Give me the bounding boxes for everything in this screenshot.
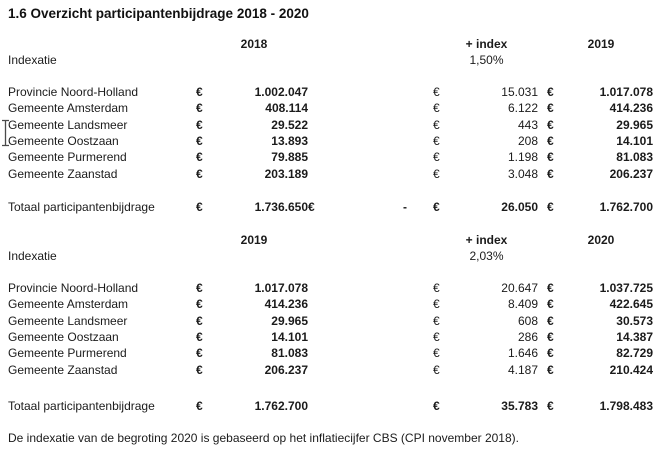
footnote-text: De indexatie van de begroting 2020 is gebaseerd op het inflatiecijfer CBS (CPI november 2018). xyxy=(8,430,519,445)
euro-sign: € xyxy=(547,297,554,312)
amount-base: 13.893 xyxy=(271,133,308,148)
row-label: Gemeente Purmerend xyxy=(8,346,127,361)
col-header-year-from: 2018 xyxy=(240,37,268,51)
amount-result: 14.101 xyxy=(616,133,653,148)
euro-sign: € xyxy=(433,133,440,148)
euro-sign: € xyxy=(196,200,203,215)
col-header-year-to: 2019 xyxy=(587,37,615,51)
row-label: Gemeente Oostzaan xyxy=(8,329,119,344)
col-header-year-to: 2020 xyxy=(587,233,615,248)
table-2018-2019 xyxy=(0,36,654,216)
euro-sign: € xyxy=(433,362,440,377)
amount-index: 20.647 xyxy=(501,280,538,295)
table-row xyxy=(0,84,654,100)
euro-sign: € xyxy=(547,133,554,148)
amount-result: 210.424 xyxy=(609,362,653,377)
total-result: 1.762.700 xyxy=(599,200,653,215)
euro-sign: € xyxy=(433,200,440,215)
amount-index: 15.031 xyxy=(501,84,538,99)
amount-result: 14.387 xyxy=(616,329,653,344)
total-result: 1.798.483 xyxy=(599,399,653,414)
amount-result: 1.037.725 xyxy=(599,280,653,295)
amount-result: 81.083 xyxy=(616,150,653,165)
euro-sign: € xyxy=(433,150,440,165)
col-header-index: + index xyxy=(465,233,508,248)
table-row xyxy=(0,280,654,296)
row-spacer xyxy=(0,265,654,280)
amount-result: 1.017.078 xyxy=(599,84,653,99)
euro-sign: € xyxy=(196,313,203,328)
indexatie-row xyxy=(0,52,654,68)
amount-index: 1.198 xyxy=(507,150,538,165)
row-label: Gemeente Zaanstad xyxy=(8,166,118,181)
euro-sign: € xyxy=(196,280,203,295)
amount-base: 29.965 xyxy=(271,313,308,328)
euro-sign: € xyxy=(196,329,203,344)
row-label: Gemeente Purmerend xyxy=(8,150,127,165)
euro-sign: € xyxy=(547,84,554,99)
col-header-year-from: 2019 xyxy=(240,233,268,248)
euro-sign: € xyxy=(433,166,440,181)
euro-sign: € xyxy=(308,200,315,215)
amount-result: 29.965 xyxy=(616,117,653,132)
euro-sign: € xyxy=(547,150,554,165)
table-row xyxy=(0,149,654,165)
amount-result: 414.236 xyxy=(609,101,653,116)
amount-index: 608 xyxy=(517,313,538,328)
amount-index: 1.646 xyxy=(507,346,538,361)
euro-sign: € xyxy=(547,166,554,181)
row-label: Gemeente Oostzaan xyxy=(8,133,119,148)
amount-base: 1.002.047 xyxy=(254,84,308,99)
row-label: Provincie Noord-Holland xyxy=(8,280,139,295)
euro-sign: € xyxy=(196,399,203,414)
row-spacer xyxy=(0,69,654,84)
euro-sign: € xyxy=(433,297,440,312)
table-row xyxy=(0,296,654,312)
section-spacer xyxy=(0,216,654,233)
euro-sign: € xyxy=(196,133,203,148)
indexatie-percentage: 1,50% xyxy=(469,53,504,68)
total-base: 1.762.700 xyxy=(254,399,308,414)
amount-index: 6.122 xyxy=(507,101,538,116)
page-title: 1.6 Overzicht participantenbijdrage 2018 - 2020 xyxy=(8,6,309,21)
euro-sign: € xyxy=(433,117,440,132)
euro-sign: € xyxy=(433,84,440,99)
indexatie-label: Indexatie xyxy=(8,249,57,264)
amount-index: 286 xyxy=(517,329,538,344)
euro-sign: € xyxy=(196,117,203,132)
euro-sign: € xyxy=(433,280,440,295)
table-row xyxy=(0,117,654,133)
amount-result: 30.573 xyxy=(616,313,653,328)
table-2019-2020 xyxy=(0,232,654,415)
euro-sign: € xyxy=(433,101,440,116)
col-header-index: + index xyxy=(465,37,508,51)
amount-result: 82.729 xyxy=(616,346,653,361)
row-label: Gemeente Zaanstad xyxy=(8,362,118,377)
year-header-row xyxy=(0,232,654,248)
euro-sign: € xyxy=(196,362,203,377)
amount-base: 29.522 xyxy=(271,117,308,132)
table-row xyxy=(0,166,654,182)
amount-base: 414.236 xyxy=(264,297,308,312)
row-spacer xyxy=(0,182,654,199)
amount-base: 1.017.078 xyxy=(254,280,308,295)
euro-sign: € xyxy=(433,346,440,361)
row-label: Gemeente Amsterdam xyxy=(8,101,129,116)
indexatie-row xyxy=(0,248,654,264)
euro-sign: € xyxy=(433,399,440,414)
amount-index: 4.187 xyxy=(507,362,538,377)
euro-sign: € xyxy=(196,84,203,99)
total-label: Totaal participantenbijdrage xyxy=(8,399,155,414)
euro-sign: € xyxy=(433,313,440,328)
table-row xyxy=(0,100,654,116)
amount-base: 79.885 xyxy=(271,150,308,165)
amount-base: 203.189 xyxy=(264,166,308,181)
euro-sign: € xyxy=(547,101,554,116)
row-label: Gemeente Amsterdam xyxy=(8,297,129,312)
total-row xyxy=(0,398,654,414)
total-adjustment: - xyxy=(403,200,407,215)
amount-base: 81.083 xyxy=(271,346,308,361)
table-row xyxy=(0,329,654,345)
amount-index: 208 xyxy=(517,133,538,148)
euro-sign: € xyxy=(547,362,554,377)
row-label: Gemeente Landsmeer xyxy=(8,117,128,132)
total-base: 1.736.650 xyxy=(254,200,308,215)
euro-sign: € xyxy=(547,117,554,132)
euro-sign: € xyxy=(547,200,554,215)
euro-sign: € xyxy=(196,346,203,361)
amount-result: 206.237 xyxy=(609,166,653,181)
row-label: Provincie Noord-Holland xyxy=(8,84,139,99)
amount-index: 443 xyxy=(517,117,538,132)
total-row xyxy=(0,199,654,215)
amount-index: 8.409 xyxy=(507,297,538,312)
amount-index: 3.048 xyxy=(507,166,538,181)
euro-sign: € xyxy=(547,399,554,414)
year-header-row xyxy=(0,36,654,52)
table-row xyxy=(0,345,654,361)
amount-base: 206.237 xyxy=(264,362,308,377)
table-row xyxy=(0,313,654,329)
indexatie-label: Indexatie xyxy=(8,53,57,68)
amount-result: 422.645 xyxy=(609,297,653,312)
indexatie-percentage: 2,03% xyxy=(469,249,504,264)
table-row xyxy=(0,133,654,149)
euro-sign: € xyxy=(196,101,203,116)
total-index: 35.783 xyxy=(501,399,538,414)
amount-base: 14.101 xyxy=(271,329,308,344)
total-index: 26.050 xyxy=(501,200,538,215)
amount-base: 408.114 xyxy=(265,101,308,116)
total-label: Totaal participantenbijdrage xyxy=(8,200,155,215)
euro-sign: € xyxy=(433,329,440,344)
table-row xyxy=(0,362,654,378)
euro-sign: € xyxy=(547,329,554,344)
row-spacer xyxy=(0,378,654,398)
euro-sign: € xyxy=(547,313,554,328)
row-label: Gemeente Landsmeer xyxy=(8,313,128,328)
euro-sign: € xyxy=(547,346,554,361)
euro-sign: € xyxy=(196,297,203,312)
euro-sign: € xyxy=(196,150,203,165)
euro-sign: € xyxy=(547,280,554,295)
euro-sign: € xyxy=(196,166,203,181)
